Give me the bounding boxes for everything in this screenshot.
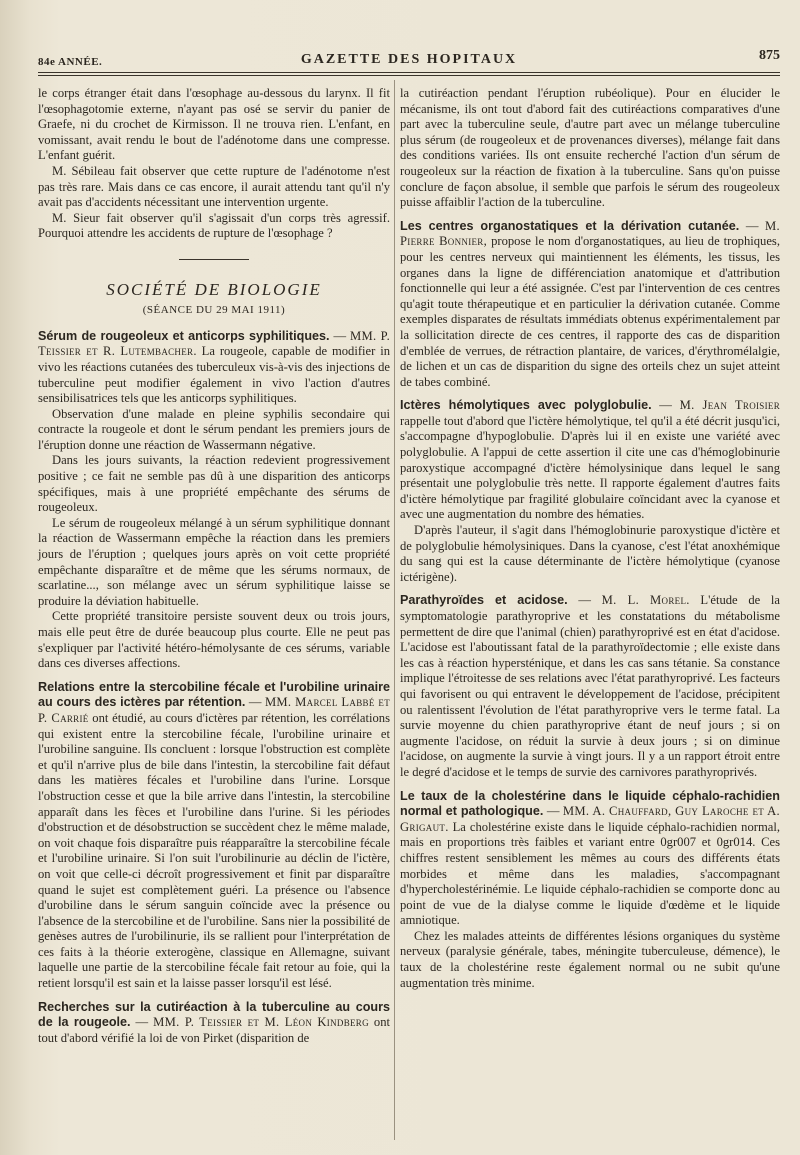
article-title: Sérum de rougeoleux et anticorps syphilitiques. [38,328,330,343]
paragraph: le corps étranger était dans l'œsophage au-dessous du larynx. Il fit l'œsophagotomie externe, n'ayant pas osé se servir du panier de Graefe, ni du crochet de Kirmisson. Il ne trouva rien. L'enfant, en vomissant, avait rendu le bout de l'adénotome dans une compresse. L'enfant guérit. [38,86,390,163]
article-stercobiline: Relations entre la stercobiline fécale et l'urobiline urinaire au cours des ictères par rétention. — MM. Marcel Labbé et P. Carrié ont étudié, au cours d'ictères par rétention, les corrélations qui existent entre la stercobiline fécale, l'urobiline urinaire et l'urobiline sanguine. Ils concluent : lorsque l'obstruction est complète et qu'il n'arrive plus de bile dans l'intestin, la stercobiline fait défaut dans les matières fécales et l'urobiline dans l'urine. Lorsque l'obstruction cesse et que la bile arrive dans l'intestin, la stercobiline apparaît dans les fèces et l'urobiline dans l'urine. Si les périodes d'obstruction et de désobstruction se succèdent chez le même malade, on voit chaque fois disparaître puis réapparaître la stercobiline fécale et l'urobiline urinaire. Si l'on suit l'urobilinurie au déclin de l'ictère, on voit que celle-ci décroît progressivement et finit par disparaître quand le sujet est complètement guéri. La présence ou l'absence d'urobiline dans le sérum sanguin coïncide avec la présence ou l'absence de la stercobiline et de l'urobiline. Sans nier la possibilité de genèses autres de l'urobilinurie, ils se rallient pour l'interprétation de ces faits à la théorie exterogène, classique en Allemagne, suivant laquelle une partie de la stercobiline fécale fait retour au foie, qui la retient lorsqu'il est sain et la laisse passer lorsqu'il est lésé. [38,679,391,991]
article-text: propose le nom d'organostatiques, au lieu de trophiques, pour les centres nerveux qui maintiennent les éléments, les tissus, les organes dans la ligne de différenciation anatomique et d'attribution fonctionnelle qui leur a été assignée. C'est par l'intervention de ces centres qu'agit toute thérapeutique et en particulier la dérivation cutanée. Comme exemples disparates de résultats immédiats obtenus expérimentalement par la sollicitation directe de ces centres, il rapporte des cas de disparition d'emblée de verrues, de rétraction plantaire, de varices, d'érythromélalgie, de lichen et un cas de disparition du signe des orteils chez un sujet atteint de tabes combiné. [400,234,780,389]
article-authors: MM. Marcel Labbé et P. Carrié [38,695,390,725]
paragraph: la cutiréaction pendant l'éruption rubéolique). Pour en élucider le mécanisme, ils ont tout d'abord fait des cutiréactions comparatives d'une part avec la tuberculine seule, d'autre part avec un mélange tuberculine plus sérum (de rougeoleux et de provenances diverses), mélange fait dans des conditions variées. Ils ont ensuite recherché l'action d'un sérum de rougeoleux sur la réaction de fixation à la tuberculine. Sans qu'on puisse conclure de façon absolue, il semble que parfois le sérum des rougeoleux puisse affaiblir l'action de la tuberculine. [400,86,780,210]
paragraph: Observation d'une malade en pleine syphilis secondaire qui contracte la rougeole et dont le sérum pendant les premiers jours de l'éruption donne une réaction de Wassermann négative. [38,406,390,452]
article-text: rappelle tout d'abord que l'ictère hémolytique, tel qu'il a été décrit jusqu'ici, s'accompagne d'hypoglobulie. D'après lui il en existe une variété avec polyglobulie. A l'appui de cette assertion il cite une cas d'hémoglobinurie paroxystique accompagné d'ictère hémolysinique dans lequel le sang présentait une polyglobulie très nette. Il rapporte également d'autres faits d'ictère hémolytique par fragilité globulaire coïncidant avec la cyanose et avec une augmentation du nombre des hématies. [400,413,780,522]
article-authors: MM. A. Chauffard, Guy Laroche et A. Grigaut. [400,804,781,834]
right-column [400,86,780,991]
paragraph: M. Sébileau fait observer que cette rupture de l'adénotome n'est pas très rare. Mais dans ce cas encore, il aurait attendu tant qu'il n'y avait pas d'accidents nécessitant une intervention urgente. [38,163,390,210]
paragraph: D'après l'auteur, il s'agit dans l'hémoglobinurie paroxystique d'ictère et de polyglobulie hémolysiniques. Dans la cyanose, c'est l'état anoxhémique du sang qui est la cause déterminante de l'ictère hémolytique (cyanose ictérigène). [400,523,780,584]
article-authors: M. L. Morel. [601,593,690,608]
article-title: Recherches sur la cutiréaction à la tuberculine au cours de la rougeole. [38,999,390,1030]
paragraph: Cette propriété transitoire persiste souvent deux ou trois jours, mais elle peut être de durée beaucoup plus courte. Elle ne peut pas s'expliquer par l'activité hétéro-hémolysante de ces sérums, variable dans ces diverses affections. [38,609,390,671]
article-text: L'étude de la symptomatologie parathyroprive et les constatations du métabolisme permettent de dire que l'animal (chien) parathyroprivé est en état d'acidose. L'acidose est l'aboutissant fatal de la parathyroïdectomie ; elle existe dans les cas à réaction hypersténique, et dans les cas sans tétanie. Sa constance implique l'étroitesse de ses relations avec l'état parathyroprivé. Les facteurs qui favorisent ou qui entravent le développement de l'acidose, précipitent ou ralentissent l'évolution de l'état parathyroprive vers le terme fatal. La survie moyenne du chien parathyroprive étant de neuf jours ; si on augmente l'acidose, on réduit la survie à deux jours ; si on diminue l'acidose, on augmente la survie à vingt jours. Il y a un rapport étroit entre le degré d'acidose et le temps de survie des carnivores parathyroprivés. [400,593,781,779]
article-text: ont étudié, au cours d'ictères par rétention, les corrélations qui existent entre la stercobiline fécale, l'urobiline urinaire et l'urobiline sanguine. Ils concluent : lorsque l'obstruction est complète et qu'il n'arrive plus de bile dans l'intestin, la stercobiline fait défaut dans les matières fécales et l'urobiline dans l'urine. Lorsque l'obstruction cesse et que la bile arrive dans l'intestin, la stercobiline apparaît dans les fèces et l'urobiline dans l'urine. Si les périodes d'obstruction et de désobstruction se succèdent chez le même malade, on voit chaque fois disparaître puis réapparaître la stercobiline fécale et l'urobiline urinaire. Si l'on suit l'urobilinurie au déclin de l'ictère, on voit que celle-ci décroît progressivement et finit par disparaître quand le sujet est complètement guéri. La présence ou l'absence d'urobiline dans le sérum sanguin coïncide avec la présence ou l'absence de la stercobiline et de l'urobiline. Sans nier la possibilité de genèses autres de l'urobilinurie, ils se rallient pour l'interprétation de ces faits à la théorie exterogène, classique en Allemagne, suivant laquelle une partie de la stercobiline fécale fait retour au foie, qui la retient lorsqu'il est sain et la laisse passer lorsqu'il est lésé. [38,710,391,991]
page-number: 875 [759,48,780,63]
article-cholesterine: Le taux de la cholestérine dans le liquide céphalo-rachidien normal et pathologique. — MM. A. Chauffard, Guy Laroche et A. Grigaut. La cholestérine existe dans le liquide céphalo-rachidien normal, mais en proportions très faibles et variant entre 0gr007 et 0gr014. Ces chiffres restent sensiblement les mêmes au cours des différents états morbides et même dans les maladies, s'accompagnant d'hypercholestérinémie. Le liquide céphalo-rachidien se comporte donc au point de vue de la dialyse comme le liquide d'œdème et le liquide amniotique. Chez les malades atteints de différentes lésions organiques du système nerveux (paralysie générale, tabes, méningite tuberculeuse, démence), le taux de la cholestérine reste également normal ou ne subit qu'une augmentation très minime. [400,788,781,990]
article-title: Relations entre la stercobiline fécale et l'urobiline urinaire au cours des ictères par rétention. [38,679,390,710]
article-text: La cholestérine existe dans le liquide céphalo-rachidien normal, mais en proportions très faibles et variant entre 0gr007 et 0gr014. Ces chiffres restent sensiblement les mêmes au cours des différents états morbides et même dans les maladies, s'accompagnant d'hypercholestérinémie. Le liquide céphalo-rachidien se comporte donc au point de vue de la dialyse comme le liquide d'œdème et le liquide amniotique. [400,819,780,928]
header-rule [38,72,780,73]
article-title: Parathyroïdes et acidose. [400,593,568,608]
article-title: Ictères hémolytiques avec polyglobulie. [400,398,652,413]
society-title: SOCIÉTÉ DE BIOLOGIE [106,279,322,299]
paragraph: Le sérum de rougeoleux mélangé à un sérum syphilitique donnant la réaction de Wassermann empêche la réaction dans les premiers jours de l'éruption ; quelques jours après on voit cette propriété empêchante disparaître et de même que les sérums normaux, de scarlatine..., son mélange avec un sérum syphilitique laisse se produire la déviation habituelle. [38,515,390,608]
paragraph: M. Sieur fait observer qu'il s'agissait d'un corps très agressif. Pourquoi attendre les accidents de rupture de l'œsophage ? [38,210,390,241]
paragraph: Dans les jours suivants, la réaction redevient progressivement positive ; ce fait ne semble pas dû à une disparition des anticorps spécifiques, mais à une propriété empêchante des sérums de rougeoleux. [38,453,390,515]
header-rule-double [38,75,780,76]
article-title: Le taux de la cholestérine dans le liquide céphalo-rachidien normal et pathologique. [400,788,780,819]
session-date: (SÉANCE DU 29 MAI 1911) [142,304,286,317]
article-icteres-hemolytiques: Ictères hémolytiques avec polyglobulie. — M. Jean Troisier rappelle tout d'abord que l'ictère hémolytique, tel qu'il a été décrit jusqu'ici, s'accompagne d'hypoglobulie. D'après lui il en existe une variété avec polyglobulie. A l'appui de cette assertion il cite une cas d'hémoglobinurie paroxystique accompagné d'ictère hémolysinique dans lequel le sang présentait une polyglobulie très nette. Il rapporte également d'autres faits d'ictère hémolytique par fragilité globulaire coïncidant avec la cyanose et avec une augmentation du nombre des hématies. D'après l'auteur, il s'agit dans l'hémoglobinurie paroxystique d'ictère et de polyglobulie hémolysiniques. Dans la cyanose, c'est l'état anoxhémique du sang qui est la cause déterminante de l'ictère hémolytique (cyanose ictérigène). [400,398,780,584]
article-authors: M. Pierre Bonnier, [400,218,780,249]
article-authors: M. Jean Troisier [679,398,780,413]
paragraph: Chez les malades atteints de différentes lésions organiques du système nerveux (paralysie générale, tabes, méningite tuberculeuse, démence), le taux de la cholestérine reste également normal ou ne subit qu'une augmentation très minime. [400,928,780,990]
journal-title: GAZETTE DES HOPITAUX [300,52,518,67]
article-cutireaction: Recherches sur la cutiréaction à la tuberculine au cours de la rougeole. — MM. P. Teissier et M. Léon Kindberg ont tout d'abord vérifié la loi de von Pirket (disparition de [38,999,390,1045]
volume-year: 84e ANNÉE. [38,56,103,68]
article-parathyroides: Parathyroïdes et acidose. — M. L. Morel. L'étude de la symptomatologie parathyroprive et les constatations du métabolisme permettent de dire que l'animal (chien) parathyroprivé est en état d'acidose. L'acidose est l'aboutissant fatal de la parathyroïdectomie ; elle existe dans les cas à réaction hypersténique, et dans les cas sans tétanie. Sa constance implique l'étroitesse de ses relations avec l'état parathyroprivé. Les facteurs qui favorisent ou qui entravent le développement de l'acidose, précipitent ou ralentissent l'évolution de l'état parathyroprive vers le terme fatal. La survie moyenne du chien parathyroprive étant de neuf jours ; si on augmente l'acidose, on réduit la survie à deux jours ; si on diminue l'acidose, on augmente la survie à vingt jours. Il y a un rapport étroit entre le degré d'acidose et le temps de survie des carnivores parathyroprivés. [400,593,781,779]
running-header [38,48,780,70]
left-column [38,86,390,1046]
article-authors: MM. P. Teissier et R. Lutembacher. [38,328,391,359]
article-centres-organostatiques: Les centres organostatiques et la dérivation cutanée. — M. Pierre Bonnier, propose le nom d'organostatiques, au lieu de trophiques, pour les centres nerveux qui maintiennent les éléments, les tissus, les organes dans la ligne de différenciation anatomique et d'attribution fonctionnelle qui leur a été assignée. C'est par l'intervention de ces centres qu'agit toute thérapeutique et en particulier la dérivation cutanée. Comme exemples disparates de résultats immédiats obtenus expérimentalement par la sollicitation directe de ces centres, il rapporte des cas de disparition d'emblée de verrues, de rétraction plantaire, de varices, d'érythromélalgie, de lichen et un cas de disparition du signe des orteils chez un sujet atteint de tabes combiné. [400,218,780,389]
section-ornament [38,252,390,268]
article-text: La rougeole, capable de modifier in vivo les réactions cutanées des tuberculeux vis-à-vis des injections de tuberculine peut modifier également in vivo l'action d'autres sensibilisatrices tels que les anticorps syphilitiques. [38,344,390,406]
article-text: ont tout d'abord vérifié la loi de von Pirket (disparition de [38,1015,390,1045]
article-serum-rougeoleux: Sérum de rougeoleux et anticorps syphilitiques. — MM. P. Teissier et R. Lutembacher. La rougeole, capable de modifier in vivo les réactions cutanées des tuberculeux vis-à-vis des injections de tuberculine peut modifier également in vivo l'action d'autres sensibilisatrices tels que les anticorps syphilitiques. Observation d'une malade en pleine syphilis secondaire qui contracte la rougeole et dont le sérum pendant les premiers jours de l'éruption donne une réaction de Wassermann négative. Dans les jours suivants, la réaction redevient progressivement positive ; ce fait ne semble pas dû à une disparition des anticorps spécifiques, mais à une propriété empêchante des sérums de rougeoleux. Le sérum de rougeoleux mélangé à un sérum syphilitique donnant la réaction de Wassermann empêche la réaction dans les premiers jours de l'éruption ; quelques jours après on voit cette propriété empêchante disparaître et de même que les sérums normaux, de scarlatine..., son mélange avec un sérum syphilitique laisse se produire la déviation habituelle. Cette propriété transitoire persiste souvent deux ou trois jours, mais elle peut être de durée beaucoup plus courte. Elle ne peut pas s'expliquer par l'activité hétéro-hémolysante de ces sérums, variable dans ces diverses affections. [38,328,391,671]
column-divider [394,80,395,1140]
article-title: Les centres organostatiques et la dérivation cutanée. [400,218,740,233]
article-authors: MM. P. Teissier et M. Léon Kindberg [153,1015,369,1030]
